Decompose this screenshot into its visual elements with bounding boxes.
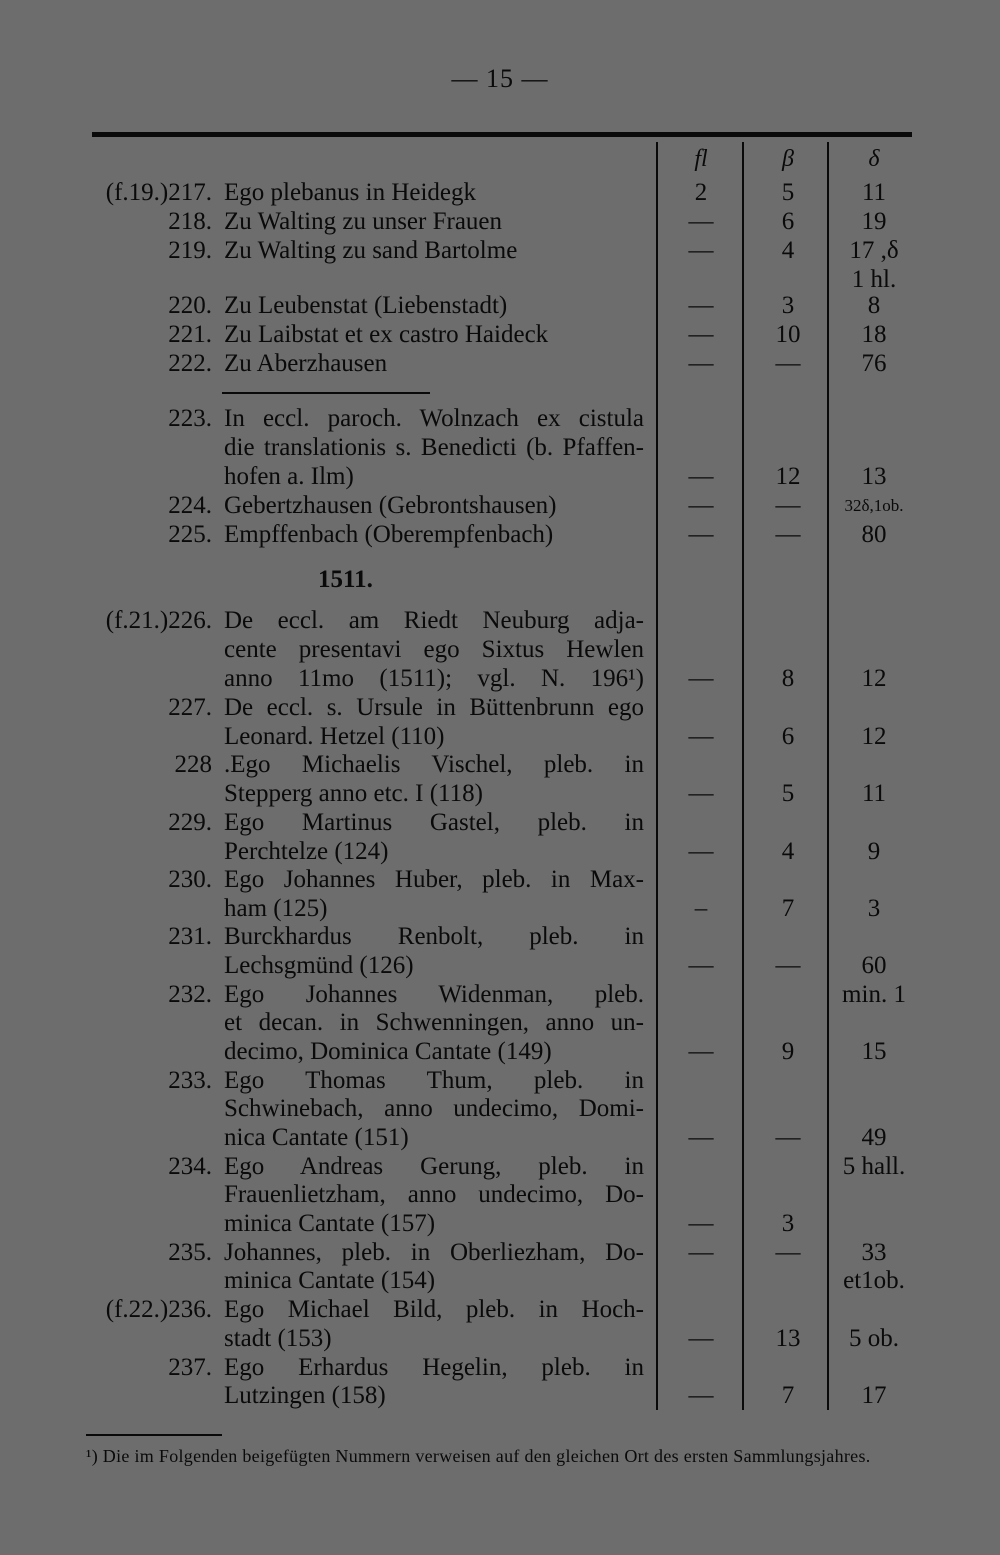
value-delta: 5 ob. — [849, 1325, 899, 1352]
entry-line — [0, 951, 1000, 980]
value-delta: 1 hl. — [851, 266, 897, 293]
entry-line — [0, 894, 1000, 923]
entry-text: decimo, Dominica Cantate (149) — [224, 1038, 552, 1065]
value-delta: 17 — [861, 1382, 887, 1409]
value-beta: 6 — [781, 208, 795, 235]
entry-number: 218. — [168, 208, 212, 235]
entry-line — [0, 236, 1000, 265]
entry-line — [0, 1152, 1000, 1181]
entry-line — [0, 1295, 1000, 1324]
value-fl: — — [688, 492, 714, 519]
entry-line — [0, 491, 1000, 520]
value-beta: 8 — [781, 665, 795, 692]
entry-line — [0, 265, 1000, 294]
value-fl: — — [688, 521, 714, 548]
value-fl: — — [688, 463, 714, 490]
entry-text: Zu Laibstat et ex castro Haideck — [224, 321, 549, 348]
value-delta: 12 — [861, 665, 887, 692]
entry-number: 227. — [168, 694, 212, 721]
entry-text: Lechsgmünd (126) — [224, 952, 414, 979]
value-beta: — — [775, 521, 801, 548]
entry-line — [0, 837, 1000, 866]
entry-text: minica Cantate (154) — [224, 1267, 436, 1294]
entry-text: Ego Erhardus Hegelin, pleb. in — [224, 1354, 644, 1381]
entry-text: In eccl. paroch. Wolnzach ex cistula — [224, 405, 644, 432]
value-fl: — — [688, 1325, 714, 1352]
value-delta: et1ob. — [843, 1267, 905, 1294]
entry-line — [0, 349, 1000, 378]
entry-line — [0, 808, 1000, 837]
entry-text: Stepperg anno etc. I (118) — [224, 780, 483, 807]
footnote-rule — [86, 1434, 222, 1436]
value-fl: — — [688, 208, 714, 235]
value-beta: 3 — [781, 1210, 795, 1237]
entry-line — [0, 404, 1000, 433]
entry-text: De eccl. am Riedt Neuburg adja- — [224, 607, 644, 634]
entry-text: Ego plebanus in Heidegk — [224, 179, 477, 206]
entry-line — [0, 1180, 1000, 1209]
entry-line — [0, 207, 1000, 236]
value-beta: 4 — [781, 838, 795, 865]
value-beta: — — [775, 1124, 801, 1151]
entry-line — [0, 291, 1000, 320]
entry-text: nica Cantate (151) — [224, 1124, 409, 1151]
value-delta: 13 — [861, 463, 887, 490]
value-delta: 49 — [861, 1124, 887, 1151]
entry-number: 231. — [168, 923, 212, 950]
value-delta: 33 — [861, 1239, 887, 1266]
value-beta: 12 — [775, 463, 801, 490]
value-fl: — — [688, 237, 714, 264]
entry-line — [0, 635, 1000, 664]
value-delta: 32δ,1ob. — [844, 496, 904, 515]
entry-text: Zu Aberzhausen — [224, 350, 388, 377]
value-fl: — — [688, 350, 714, 377]
entry-number: 228 — [174, 751, 212, 778]
top-rule — [92, 132, 912, 137]
entry-line — [0, 722, 1000, 751]
entry-line — [0, 1123, 1000, 1152]
entry-line — [0, 865, 1000, 894]
value-beta: 7 — [781, 1382, 795, 1409]
entry-line — [0, 750, 1000, 779]
entry-number: 222. — [168, 350, 212, 377]
column-header-beta: β — [782, 146, 794, 172]
entry-line — [0, 178, 1000, 207]
value-fl: — — [688, 1038, 714, 1065]
value-delta: 80 — [861, 521, 887, 548]
entry-text: cente presentavi ego Sixtus Hewlen — [224, 636, 644, 663]
entry-text: Zu Leubenstat (Liebenstadt) — [224, 292, 508, 319]
value-beta: 4 — [781, 237, 795, 264]
entry-line — [0, 693, 1000, 722]
value-delta: 11 — [861, 780, 887, 807]
entry-text: et decan. in Schwenningen, anno un- — [224, 1009, 644, 1036]
entry-text: ham (125) — [224, 895, 328, 922]
entry-number: 220. — [168, 292, 212, 319]
entry-text: Perchtelze (124) — [224, 838, 389, 865]
entry-line — [0, 462, 1000, 491]
value-delta: 8 — [867, 292, 881, 319]
entry-number: 219. — [168, 237, 212, 264]
entry-line — [0, 1324, 1000, 1353]
entry-line — [0, 520, 1000, 549]
value-beta: 5 — [781, 179, 795, 206]
entry-number: (f.22.)236. — [105, 1296, 212, 1323]
entry-line — [0, 1037, 1000, 1066]
entry-line — [0, 1353, 1000, 1382]
value-fl: — — [688, 1210, 714, 1237]
entry-line — [0, 1209, 1000, 1238]
value-beta: 6 — [781, 723, 795, 750]
value-beta: 5 — [781, 780, 795, 807]
entry-text: Ego Andreas Gerung, pleb. in — [224, 1153, 644, 1180]
value-beta: — — [775, 350, 801, 377]
entry-line — [0, 1266, 1000, 1295]
entry-line — [0, 320, 1000, 349]
value-fl: — — [688, 665, 714, 692]
value-delta: 19 — [861, 208, 887, 235]
value-fl: – — [694, 895, 708, 922]
entry-line — [0, 1381, 1000, 1410]
entry-text: Lutzingen (158) — [224, 1382, 386, 1409]
value-delta: 3 — [867, 895, 881, 922]
entry-text: Zu Walting zu sand Bartolme — [224, 237, 518, 264]
value-delta: 11 — [861, 179, 887, 206]
value-delta: 12 — [861, 723, 887, 750]
entry-number: (f.21.)226. — [105, 607, 212, 634]
entry-line — [0, 779, 1000, 808]
value-delta: 18 — [861, 321, 887, 348]
entry-number: 235. — [168, 1239, 212, 1266]
value-fl: 2 — [694, 179, 708, 206]
page-number: — 15 — — [451, 64, 549, 93]
entry-text: hofen a. Ilm) — [224, 463, 354, 490]
entry-line — [0, 664, 1000, 693]
entry-number: 232. — [168, 981, 212, 1008]
value-beta: — — [775, 1239, 801, 1266]
entry-text: Johannes, pleb. in Oberliezham, Do- — [224, 1239, 644, 1266]
value-delta: 60 — [861, 952, 887, 979]
year-heading: 1511. — [318, 566, 373, 593]
value-delta: 9 — [867, 838, 881, 865]
footnote: ¹) Die im Folgenden beigefügten Nummern verweisen auf den gleichen Ort des ersten Sammlungsjahres. — [86, 1446, 871, 1466]
entry-line — [0, 922, 1000, 951]
value-fl: — — [688, 723, 714, 750]
value-beta: 10 — [775, 321, 801, 348]
value-delta: min. 1 — [842, 981, 906, 1008]
value-delta: 17 ,δ — [849, 237, 899, 264]
entry-text: minica Cantate (157) — [224, 1210, 436, 1237]
entry-number: (f.19.)217. — [105, 179, 212, 206]
entry-number: 230. — [168, 866, 212, 893]
value-beta: 3 — [781, 292, 795, 319]
value-fl: — — [688, 1124, 714, 1151]
entry-line — [0, 1094, 1000, 1123]
entry-number: 225. — [168, 521, 212, 548]
value-beta: 7 — [781, 895, 795, 922]
entry-line — [0, 1238, 1000, 1267]
entry-text: stadt (153) — [224, 1325, 332, 1352]
entry-text: Gebertzhausen (Gebrontshausen) — [224, 492, 557, 519]
entry-text: Ego Martinus Gastel, pleb. in — [224, 809, 644, 836]
section-rule — [222, 392, 430, 394]
entry-number: 224. — [168, 492, 212, 519]
entry-text: Ego Thomas Thum, pleb. in — [224, 1067, 644, 1094]
entry-text: Schwinebach, anno undecimo, Domi- — [224, 1095, 644, 1122]
value-fl: — — [688, 1382, 714, 1409]
entry-line — [0, 1066, 1000, 1095]
entry-text: Ego Michael Bild, pleb. in Hoch- — [224, 1296, 644, 1323]
value-fl: — — [688, 292, 714, 319]
entry-text: Ego Johannes Widenman, pleb. — [224, 981, 644, 1008]
value-delta: 76 — [861, 350, 887, 377]
entry-number: 237. — [168, 1354, 212, 1381]
entry-number: 229. — [168, 809, 212, 836]
entry-text: Zu Walting zu unser Frauen — [224, 208, 503, 235]
entry-line — [0, 606, 1000, 635]
entry-text: Ego Johannes Huber, pleb. in Max- — [224, 866, 644, 893]
value-fl: — — [688, 838, 714, 865]
value-fl: — — [688, 321, 714, 348]
value-beta: — — [775, 952, 801, 979]
entry-text: Frauenlietzham, anno undecimo, Do- — [224, 1181, 644, 1208]
column-header-fl: fl — [694, 146, 708, 172]
entry-text: .Ego Michaelis Vischel, pleb. in — [224, 751, 644, 778]
entry-text: De eccl. s. Ursule in Büttenbrunn ego — [224, 694, 644, 721]
entry-number: 233. — [168, 1067, 212, 1094]
entry-line — [0, 1008, 1000, 1037]
value-fl: — — [688, 952, 714, 979]
entry-line — [0, 433, 1000, 462]
entry-number: 221. — [168, 321, 212, 348]
entry-text: die translationis s. Benedicti (b. Pfaffen- — [224, 434, 644, 461]
column-header-delta: δ — [868, 146, 880, 172]
entry-text: anno 11mo (1511); vgl. N. 196¹) — [224, 665, 644, 692]
entry-number: 223. — [168, 405, 212, 432]
entry-number: 234. — [168, 1153, 212, 1180]
entry-text: Burckhardus Renbolt, pleb. in — [224, 923, 644, 950]
entry-line — [0, 980, 1000, 1009]
value-beta: 13 — [775, 1325, 801, 1352]
value-fl: — — [688, 780, 714, 807]
value-beta: 9 — [781, 1038, 795, 1065]
value-delta: 5 hall. — [842, 1153, 906, 1180]
value-delta: 15 — [861, 1038, 887, 1065]
entry-text: Leonard. Hetzel (110) — [224, 723, 445, 750]
value-fl: — — [688, 1239, 714, 1266]
value-beta: — — [775, 492, 801, 519]
entry-text: Empffenbach (Oberempfenbach) — [224, 521, 554, 548]
